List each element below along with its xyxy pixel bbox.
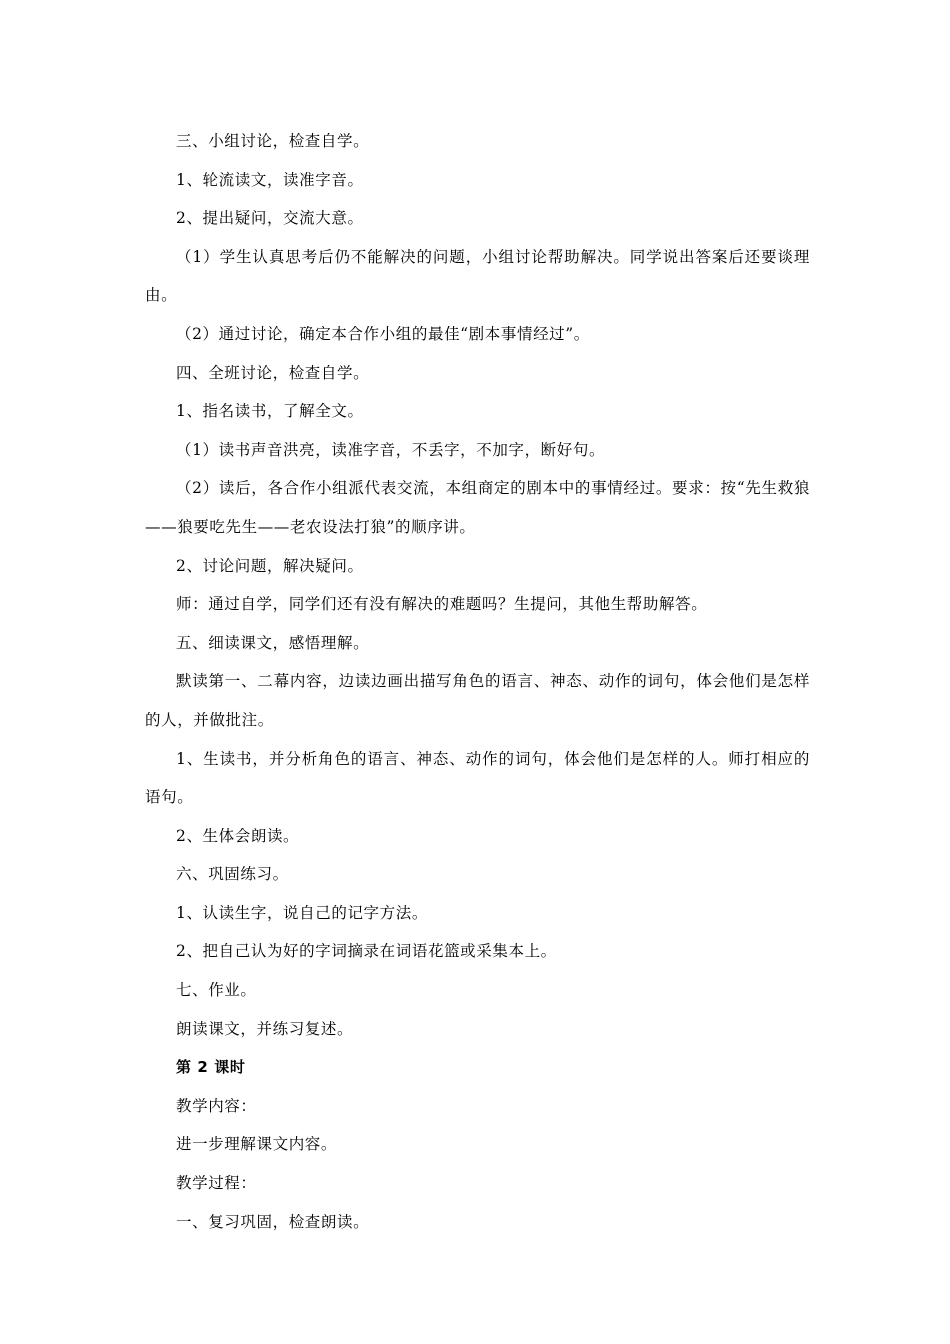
section-heading: 三、小组讨论，检查自学。 bbox=[176, 132, 370, 150]
paragraph: 师：通过自学，同学们还有没有解决的难题吗？生提问，其他生帮助解答。 bbox=[176, 595, 708, 614]
label: 教学过程： bbox=[176, 1174, 257, 1193]
list-item: 2、把自己认为好的字词摘录在词语花篮或采集本上。 bbox=[176, 942, 557, 961]
label: 教学内容： bbox=[176, 1096, 257, 1115]
list-item: 2、讨论问题，解决疑问。 bbox=[176, 556, 364, 575]
paragraph: （1）学生认真思考后仍不能解决的问题，小组讨论帮助解决。同学说出答案后还要谈理由。 bbox=[145, 247, 810, 305]
document-body bbox=[145, 122, 810, 1241]
section-heading: 五、细读课文，感悟理解。 bbox=[176, 633, 370, 652]
list-item: 2、生体会朗读。 bbox=[176, 826, 300, 845]
list-item: 1、轮流读文，读准字音。 bbox=[176, 170, 364, 189]
paragraph: 朗读课文，并练习复述。 bbox=[176, 1019, 354, 1038]
list-item: 2、提出疑问，交流大意。 bbox=[176, 209, 364, 228]
section-heading: 七、作业。 bbox=[176, 981, 257, 1000]
paragraph: （2）通过讨论，确定本合作小组的最佳“剧本事情经过”。 bbox=[176, 324, 590, 343]
section-heading: 四、全班讨论，检查自学。 bbox=[176, 363, 370, 382]
paragraph: （2）读后，各合作小组派代表交流，本组商定的剧本中的事情经过。要求：按“先生救狼——狼要吃先生——老农设法打狼”的顺序讲。 bbox=[145, 479, 810, 536]
paragraph: 进一步理解课文内容。 bbox=[176, 1135, 338, 1154]
paragraph: 默读第一、二幕内容，边读边画出描写角色的语言、神态、动作的词句，体会他们是怎样的人，并做批注。 bbox=[145, 672, 810, 729]
list-item: 1、认读生字，说自己的记字方法。 bbox=[176, 903, 428, 922]
lesson-heading: 第 2 课时 bbox=[176, 1058, 246, 1077]
section-heading: 六、巩固练习。 bbox=[176, 865, 289, 884]
section-heading: 一、复习巩固，检查朗读。 bbox=[176, 1212, 370, 1231]
list-item: 1、指名读书，了解全文。 bbox=[176, 402, 364, 421]
list-item: 1、生读书，并分析角色的语言、神态、动作的词句，体会他们是怎样的人。师打相应的语句。 bbox=[145, 749, 810, 807]
paragraph: （1）读书声音洪亮，读准字音，不丢字，不加字，断好句。 bbox=[176, 440, 606, 459]
